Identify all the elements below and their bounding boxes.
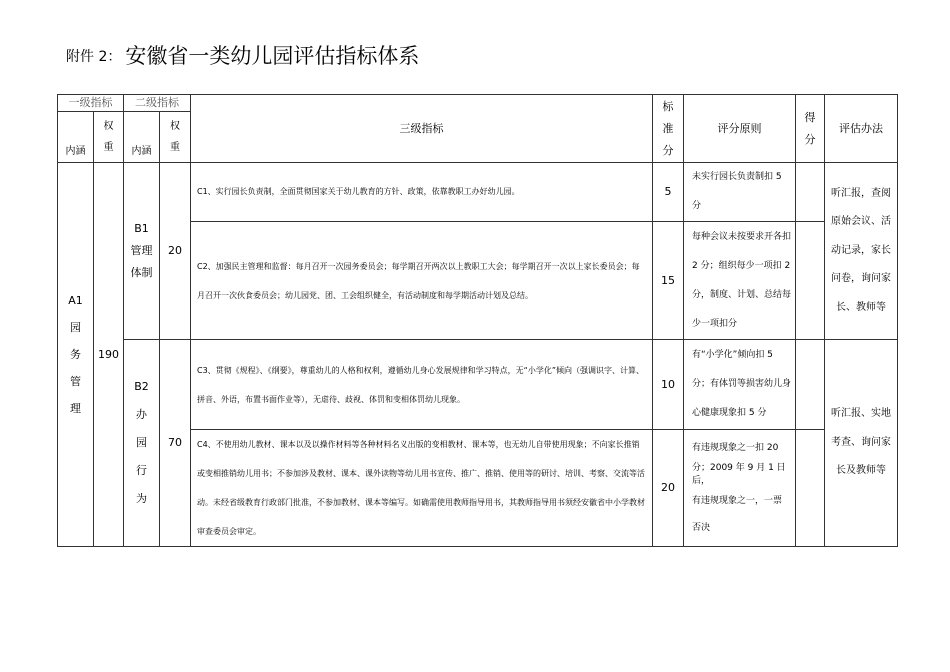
table-row bbox=[58, 340, 898, 430]
c1-text: C1、实行园长负责制，全面贯彻国家关于幼儿教育的方针、政策，依靠教职工办好幼儿园。 bbox=[191, 163, 653, 222]
principle-header: 评分原则 bbox=[684, 95, 796, 163]
title-main: 安徽省一类幼儿园评估指标体系 bbox=[125, 44, 420, 68]
c2-principle: 每种会议未按要求开各扣 2 分；组织每少一项扣 2 分，制度、计划、总结每少一项扣分 bbox=[684, 222, 796, 340]
level3-header: 三级指标 bbox=[191, 95, 653, 163]
level2-weight-header: 权 重 bbox=[160, 112, 191, 163]
level1-content-header: 内涵 bbox=[58, 112, 94, 163]
c1-actual-score[interactable] bbox=[796, 163, 825, 222]
b2-weight: 70 bbox=[160, 340, 191, 547]
c4-actual-score[interactable] bbox=[796, 430, 825, 547]
method-header: 评估办法 bbox=[825, 95, 898, 163]
b2-content-cell: B2 办 园 行 为 bbox=[124, 340, 160, 547]
header-row-1 bbox=[58, 95, 898, 112]
c2-text: C2、加强民主管理和监督：每月召开一次园务委员会；每学期召开两次以上教职工大会；每学期召开一次以上家长委员会；每月召开一次伙食委员会；幼儿园党、团、工会组织健全，有活动制度和每学期活动计划及总结。 bbox=[191, 222, 653, 340]
c3-actual-score[interactable] bbox=[796, 340, 825, 430]
document-title bbox=[66, 40, 419, 70]
table-row bbox=[58, 163, 898, 222]
title-prefix: 附件 2： bbox=[66, 49, 122, 65]
c4-text: C4、不使用幼儿教材、课本以及以操作材料等各种材料名义出版的变相教材、课本等，也无幼儿自带使用现象；不向家长推销或变相推销幼儿用书；不参加涉及教材、课本、课外读物等幼儿用书宣传、推广、推销、使用等的研讨、培训、考察、交流等活动。未经省级教育行政部门批准，不参加教材、课本等编写。如确需使用教师指导用书，其教师指导用书须经安徽省中小学教材审查委员会审定。 bbox=[191, 430, 653, 547]
c2-actual-score[interactable] bbox=[796, 222, 825, 340]
c3-text: C3、贯彻《规程》、《纲要》，尊重幼儿的人格和权利，遵循幼儿身心发展规律和学习特点，无“小学化”倾向（强调识字、计算、拼音、外语，布置书面作业等），无虐待、歧视、体罚和变相体罚幼儿现象。 bbox=[191, 340, 653, 430]
a1-weight: 190 bbox=[94, 163, 124, 547]
level2-header: 二级指标 bbox=[124, 95, 191, 112]
a1-content-cell: A1 园 务 管 理 bbox=[58, 163, 94, 547]
c1-score: 5 bbox=[653, 163, 684, 222]
b2-method: 听汇报、实地考查、询问家长及教师等 bbox=[825, 340, 898, 547]
c1-principle: 未实行园长负责制扣 5 分 bbox=[684, 163, 796, 222]
c2-score: 15 bbox=[653, 222, 684, 340]
evaluation-index-table bbox=[57, 94, 898, 547]
b1-method: 听汇报，查阅原始会议、活动记录，家长问卷，询问家长、教师等 bbox=[825, 163, 898, 340]
level2-content-header: 内涵 bbox=[124, 112, 160, 163]
c4-score: 20 bbox=[653, 430, 684, 547]
score-header: 得 分 bbox=[796, 95, 825, 163]
standard-score-header: 标 准 分 bbox=[653, 95, 684, 163]
level1-weight-header: 权 重 bbox=[94, 112, 124, 163]
a1-code: A1 bbox=[68, 294, 83, 307]
c3-principle: 有“小学化”倾向扣 5 分；有体罚等损害幼儿身心健康现象扣 5 分 bbox=[684, 340, 796, 430]
b1-weight: 20 bbox=[160, 163, 191, 340]
b1-code: B1 bbox=[134, 222, 149, 235]
c4-principle: 有违规现象之一扣 20 分；2009 年 9 月 1 日 后， 有违规现象之一，一票 否决 bbox=[684, 430, 796, 547]
level1-header: 一级指标 bbox=[58, 95, 124, 112]
b2-code: B2 bbox=[134, 380, 149, 393]
c3-score: 10 bbox=[653, 340, 684, 430]
b1-content-cell: B1 管理 体制 bbox=[124, 163, 160, 340]
